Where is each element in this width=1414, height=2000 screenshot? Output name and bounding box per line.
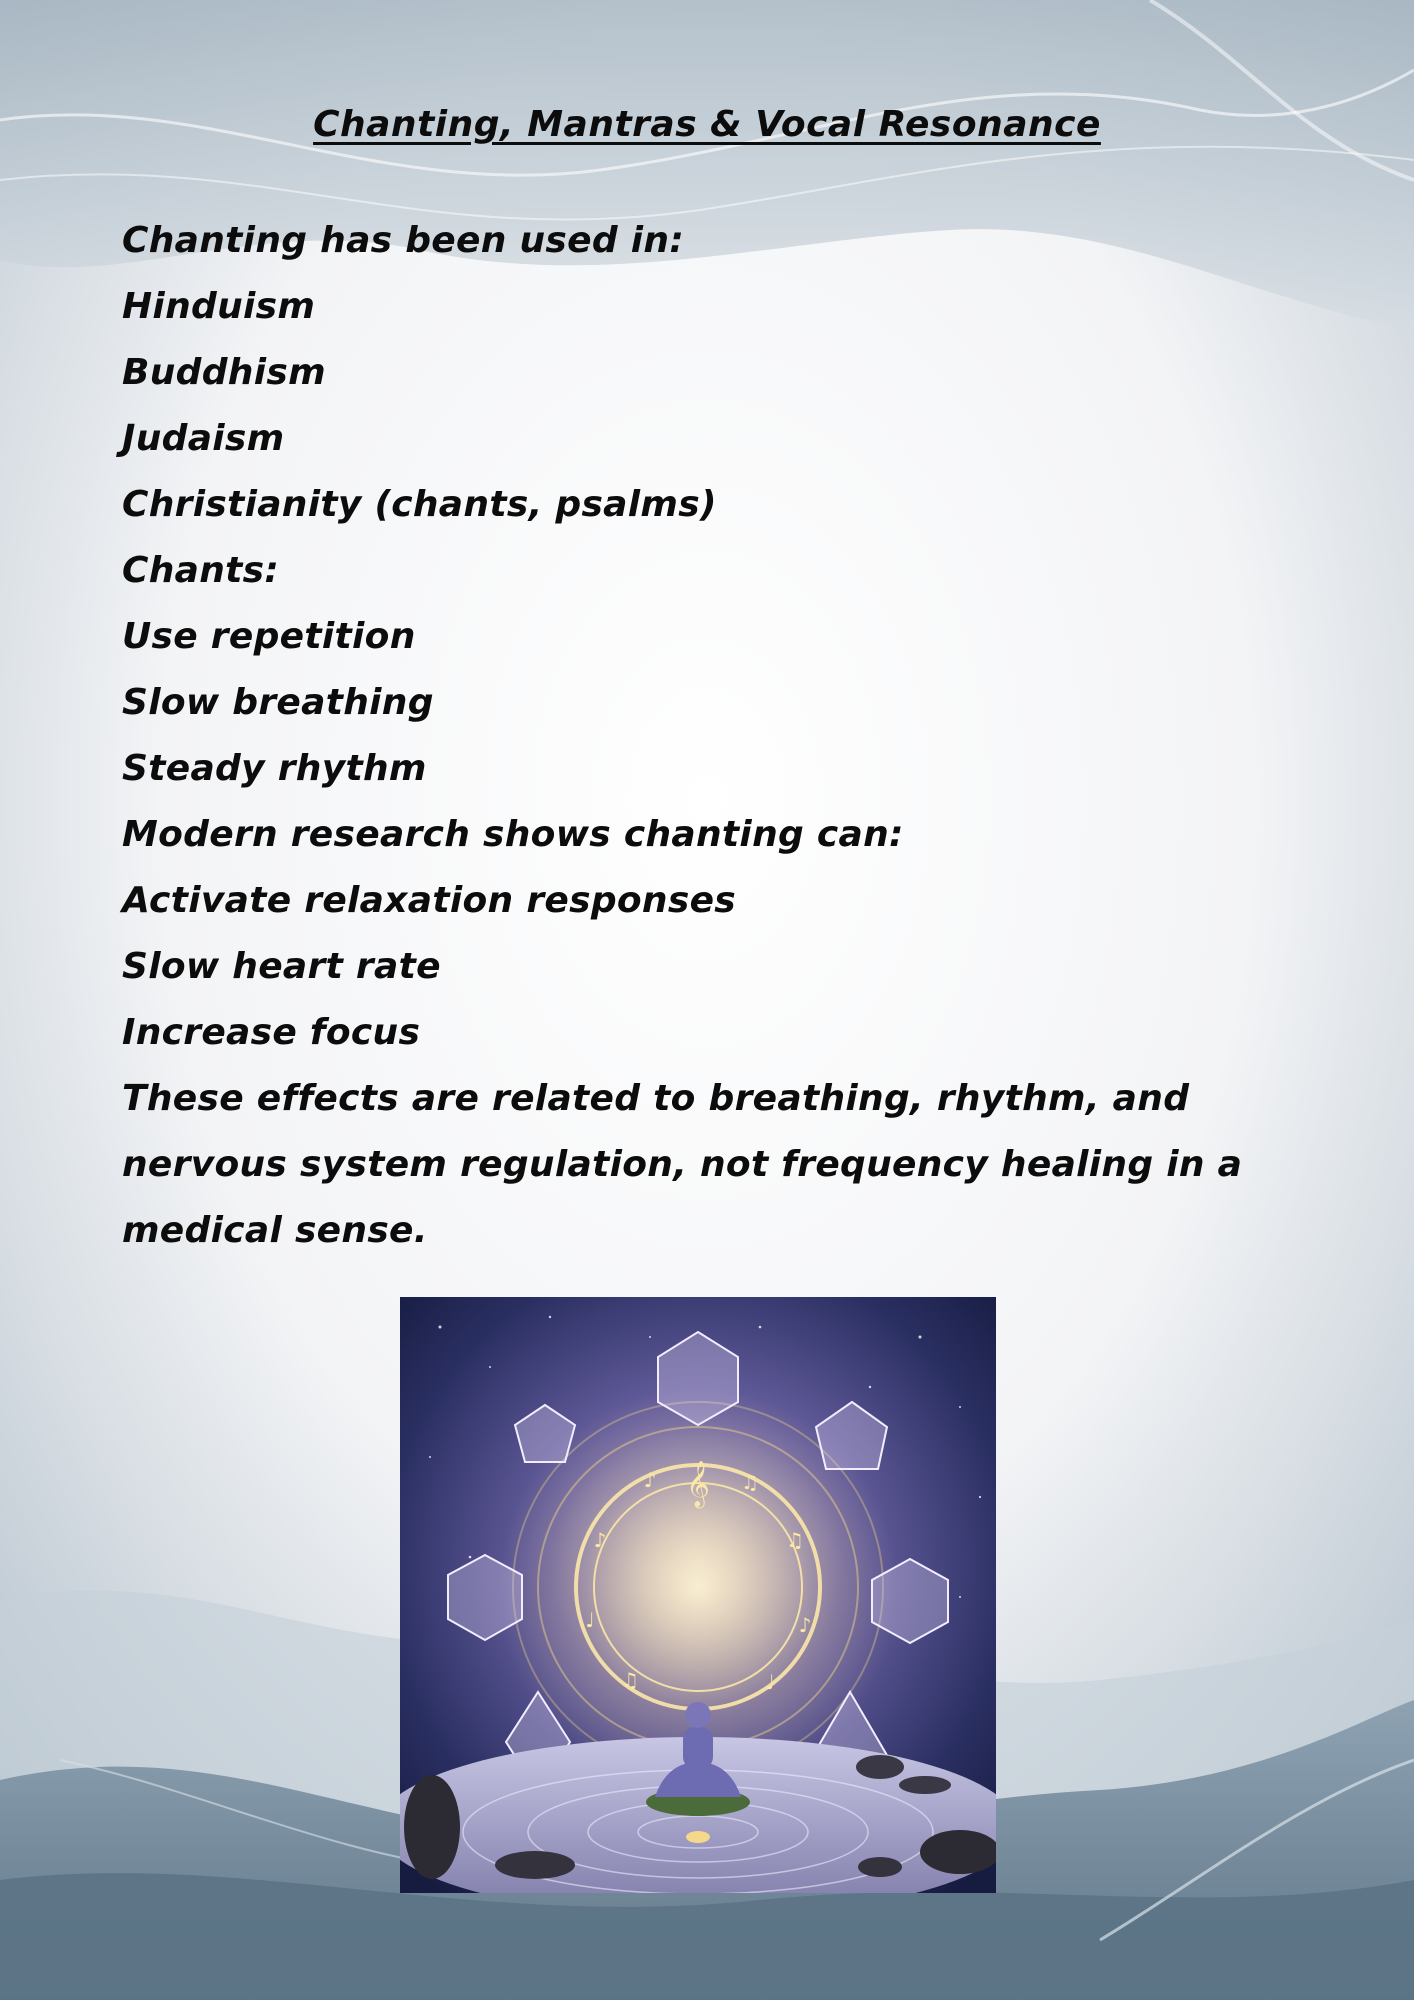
text-line: Activate relaxation responses — [122, 880, 737, 921]
text-line: Steady rhythm — [122, 748, 427, 789]
body-text — [122, 208, 1302, 1264]
text-line: Chanting has been used in: — [122, 220, 685, 261]
text-line: Modern research shows chanting can: — [122, 814, 904, 855]
svg-text:𝄞: 𝄞 — [686, 1461, 710, 1507]
svg-text:♪: ♪ — [643, 1468, 657, 1492]
text-line: Hinduism — [122, 286, 316, 327]
text-line: Increase focus — [122, 1012, 421, 1053]
meditation-illustration — [400, 1297, 996, 1893]
svg-text:♫: ♫ — [786, 1528, 804, 1552]
svg-text:♫: ♫ — [741, 1470, 759, 1494]
text-line: Slow breathing — [122, 682, 434, 723]
svg-text:♫: ♫ — [621, 1668, 639, 1692]
text-line: Chants: — [122, 550, 280, 591]
text-line: Use repetition — [122, 616, 416, 657]
text-line: These effects are related to breathing, rhythm, and — [122, 1078, 1190, 1119]
text-line: Buddhism — [122, 352, 326, 393]
text-line: Judaism — [122, 418, 285, 459]
svg-text:♪: ♪ — [798, 1613, 812, 1637]
page-title: Chanting, Mantras & Vocal Resonance — [313, 104, 1101, 145]
svg-text:♩: ♩ — [585, 1608, 595, 1632]
svg-text:♪: ♪ — [593, 1528, 607, 1552]
text-line: Christianity (chants, psalms) — [122, 484, 717, 525]
svg-text:♩: ♩ — [765, 1670, 775, 1694]
text-line: nervous system regulation, not frequency healing in a — [122, 1144, 1243, 1185]
text-line: medical sense. — [122, 1210, 428, 1251]
text-line: Slow heart rate — [122, 946, 441, 987]
